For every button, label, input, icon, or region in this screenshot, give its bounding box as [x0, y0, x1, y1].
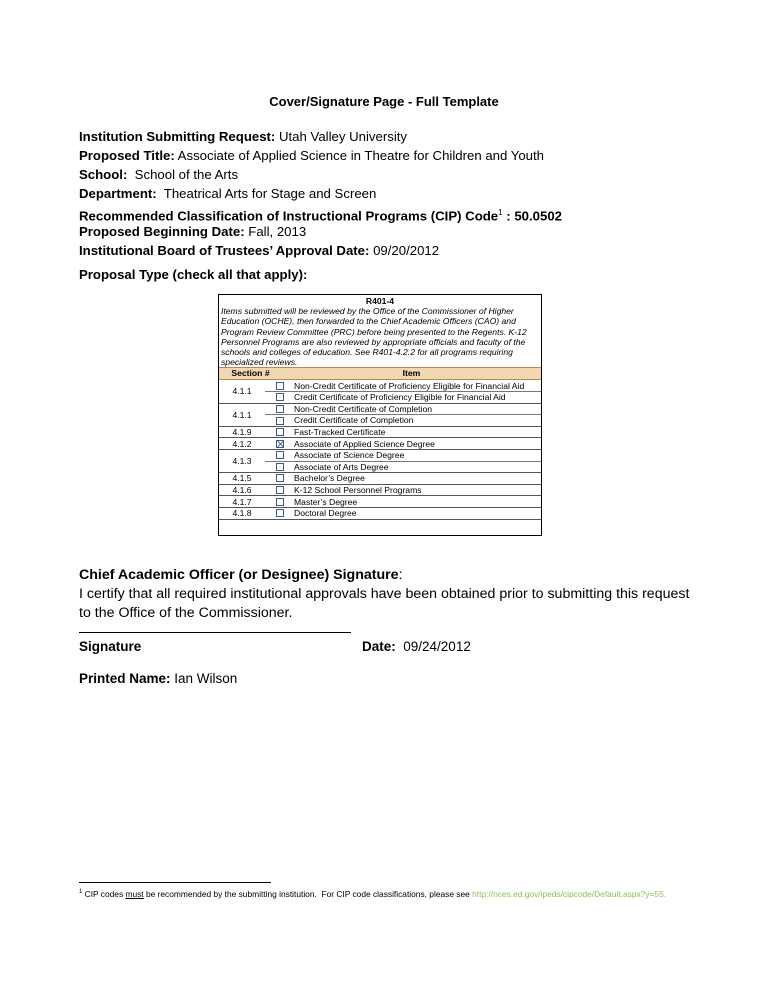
section-group — [219, 427, 541, 439]
proposal-item-row — [265, 496, 541, 507]
section-number: 4.1.1 — [232, 409, 252, 420]
signature-date — [362, 639, 471, 654]
footnote-marker: 1 — [79, 889, 83, 896]
footnote-end: . — [663, 889, 667, 899]
info-line — [79, 184, 376, 203]
section-number: 4.1.5 — [232, 473, 252, 484]
cao-heading-text: Chief Academic Officer (or Designee) Signature — [79, 567, 399, 583]
proposal-item-row — [265, 450, 541, 462]
r401-title: R401-4 — [365, 296, 395, 306]
proposal-item-row — [265, 380, 541, 392]
proposal-item-label: K-12 School Personnel Programs — [294, 484, 422, 495]
section-items — [265, 438, 541, 449]
checkbox[interactable] — [276, 474, 284, 482]
section-items — [265, 427, 541, 438]
checkbox[interactable] — [276, 393, 284, 401]
section-group — [219, 485, 541, 497]
section-items — [265, 380, 541, 402]
info-label: Institution Submitting Request: — [79, 129, 276, 144]
checkbox[interactable] — [276, 428, 284, 436]
section-number: 4.1.6 — [232, 484, 252, 495]
checkbox[interactable] — [276, 382, 284, 390]
r401-intro: Items submitted will be reviewed by the Office of the Commissioner of Higher Education (OCHE), then forwarded to the Chief Academic Officers (CAO) and Program Review Committee (PRC) before being presented to the Regents. K-12 Personnel Programs are also reviewed by appropriate officials and faculty of the schools and colleges of education. See R401-4.2.2 for all programs requiring specialized reviews. — [221, 306, 527, 368]
info-label: Institutional Board of Trustees’ Approval Date: — [79, 243, 370, 258]
proposal-item-row — [265, 404, 541, 416]
proposal-item-label: Associate of Arts Degree — [294, 461, 389, 472]
info-value: School of the Arts — [127, 167, 239, 182]
proposal-item-label: Associate of Applied Science Degree — [294, 438, 435, 449]
info-value: 09/20/2012 — [369, 243, 440, 258]
section-items — [265, 496, 541, 507]
cip-code-link[interactable]: http://nces.ed.gov/ipeds/cipcode/Default.aspx?y=55 — [472, 889, 664, 899]
proposal-item-row — [265, 392, 541, 403]
proposal-item-row — [265, 508, 541, 519]
signature-line — [79, 632, 351, 633]
info-line — [79, 146, 544, 165]
section-items — [265, 404, 541, 426]
footnote-text-a: CIP codes — [82, 889, 126, 899]
info-line — [79, 222, 306, 241]
info-value: Theatrical Arts for Stage and Screen — [156, 186, 377, 201]
info-label: Recommended Classification of Instructional Programs (CIP) Code — [79, 208, 499, 224]
proposal-item-row — [265, 473, 541, 484]
signature-label: Signature — [79, 639, 142, 654]
section-group — [219, 473, 541, 485]
footnote — [79, 889, 666, 899]
section-column-header: Section # — [231, 368, 270, 379]
info-value: Utah Valley University — [275, 129, 408, 144]
cao-certification-text: I certify that all required institutional approvals have been obtained prior to submitting this request to the Office of the Commissioner. — [79, 586, 690, 621]
proposal-item-label: Associate of Science Degree — [294, 450, 405, 461]
section-items — [265, 450, 541, 472]
proposal-type-label: Proposal Type (check all that apply): — [79, 267, 308, 282]
proposal-item-row — [265, 415, 541, 426]
section-items — [265, 508, 541, 519]
proposal-item-row — [265, 427, 541, 438]
footnote-must: must — [125, 889, 144, 899]
section-items — [265, 473, 541, 484]
proposal-item-label: Credit Certificate of Completion — [294, 415, 414, 426]
proposal-item-row — [265, 485, 541, 496]
info-label: School: — [79, 167, 128, 182]
proposal-item-row — [265, 438, 541, 449]
proposal-item-row — [265, 462, 541, 473]
info-label: Proposed Title: — [79, 148, 175, 163]
section-group — [219, 404, 541, 427]
info-value: Fall, 2013 — [244, 224, 307, 239]
section-group — [219, 438, 541, 450]
checkbox[interactable] — [276, 451, 284, 459]
printed-name-label: Printed Name: — [79, 671, 171, 686]
printed-name — [79, 671, 237, 686]
section-number: 4.1.9 — [232, 426, 252, 437]
info-label: Proposed Beginning Date: — [79, 224, 245, 239]
footnote-text-b: be recommended by the submitting institution. For CIP code classifications, please see — [143, 889, 473, 899]
section-number: 4.1.3 — [232, 455, 252, 466]
checkbox[interactable] — [276, 405, 284, 413]
cip-code-value: : 50.0502 — [502, 208, 562, 224]
proposal-item-label: Fast-Tracked Certificate — [294, 426, 386, 437]
section-number: 4.1.7 — [232, 496, 252, 507]
section-group — [219, 496, 541, 508]
r401-table — [218, 294, 542, 536]
info-line — [79, 127, 407, 146]
cao-heading-colon: : — [398, 567, 403, 583]
document-title: Cover/Signature Page - Full Template — [269, 94, 499, 109]
date-label: Date: — [362, 639, 396, 654]
info-line — [79, 241, 439, 260]
proposal-item-label: Non-Credit Certificate of Proficiency Eligible for Financial Aid — [294, 380, 525, 391]
section-number: 4.1.8 — [232, 508, 252, 519]
proposal-item-label: Bachelor’s Degree — [294, 473, 365, 484]
checkbox[interactable] — [276, 463, 284, 471]
date-value: 09/24/2012 — [395, 639, 471, 654]
section-number: 4.1.1 — [232, 386, 252, 397]
r401-header-row — [219, 367, 541, 380]
section-group — [219, 380, 541, 403]
section-number: 4.1.2 — [232, 438, 252, 449]
checkbox[interactable] — [276, 498, 284, 506]
proposal-item-label: Non-Credit Certificate of Completion — [294, 403, 433, 414]
checked-checkbox[interactable] — [276, 440, 284, 448]
section-items — [265, 485, 541, 496]
footnote-ref: 1 — [498, 208, 503, 217]
info-label: Department: — [79, 186, 157, 201]
checkbox[interactable] — [276, 509, 284, 517]
r401-groups — [219, 380, 541, 519]
info-value: Associate of Applied Science in Theatre for Children and Youth — [174, 148, 545, 163]
footnote-separator — [79, 882, 271, 883]
proposal-item-label: Credit Certificate of Proficiency Eligible for Financial Aid — [294, 392, 506, 403]
proposal-item-label: Doctoral Degree — [294, 508, 357, 519]
info-line — [79, 165, 238, 184]
proposal-item-label: Master’s Degree — [294, 496, 358, 507]
checkbox[interactable] — [276, 486, 284, 494]
item-column-header: Item — [402, 368, 421, 379]
checkbox[interactable] — [276, 417, 284, 425]
printed-name-value: Ian Wilson — [170, 671, 238, 686]
cao-signature-heading — [79, 567, 403, 583]
section-group — [219, 508, 541, 520]
section-group — [219, 450, 541, 473]
